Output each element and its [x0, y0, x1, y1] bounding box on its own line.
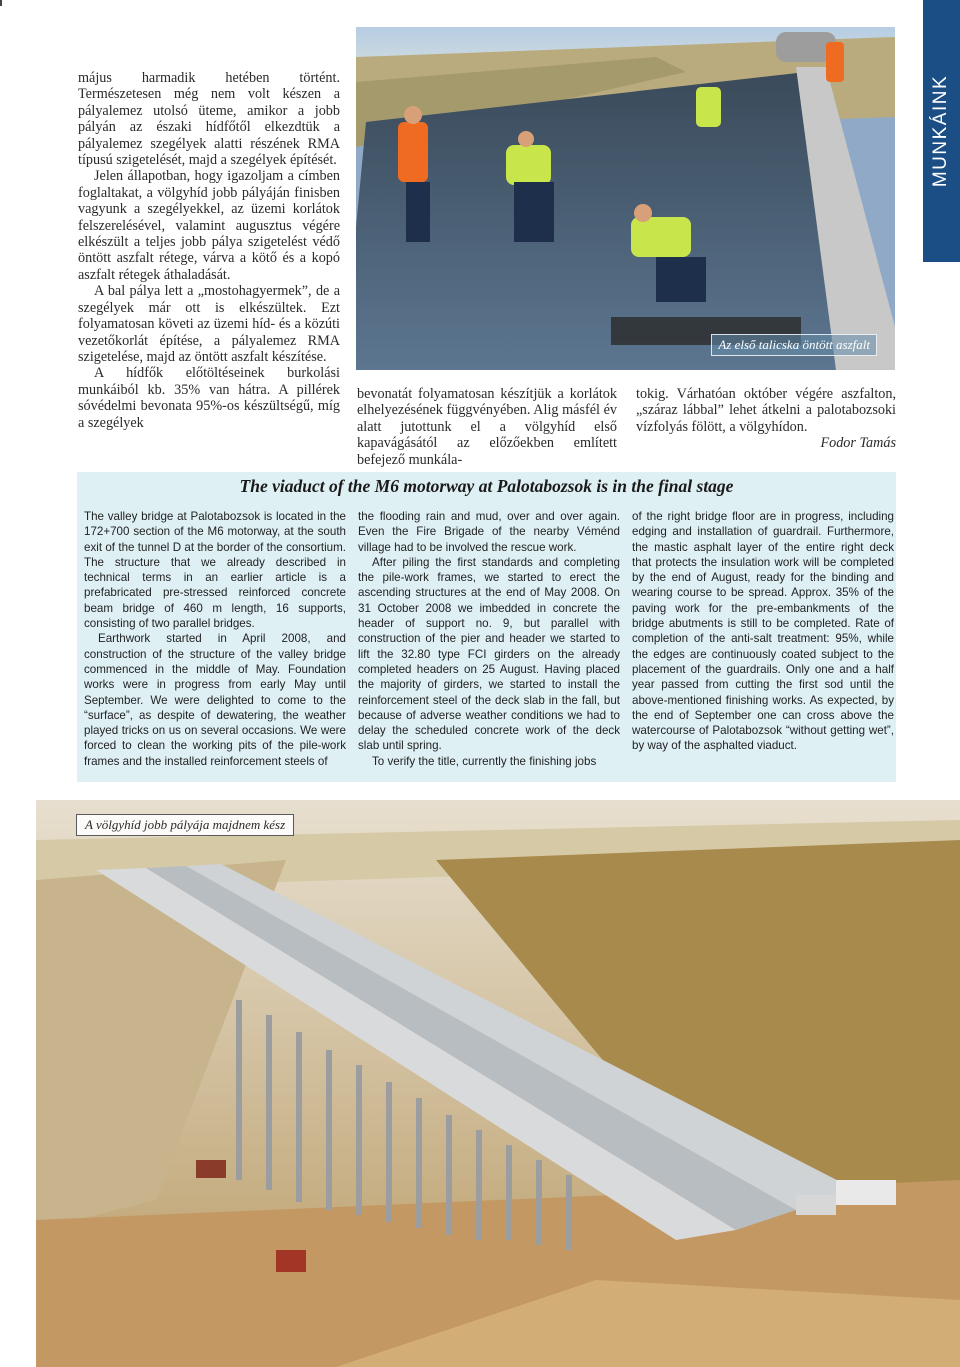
summary-paragraph: To verify the title, currently the finishing jobs: [372, 754, 597, 768]
photo-caption: Az első talicska öntött aszfalt: [711, 334, 877, 356]
article-column-middle: [357, 386, 617, 468]
summary-paragraph: After piling the first standards and completing the pile-work frames, we started to erect the ascending structures at the end of May 2008. On 31 October 2008 we imbedded in concrete the header of support no. 9, but parallel with construction of the pier and header we started to lift the 32.80 type FCI girders on the already completed headers on 25 August. Having placed the majority of girders, we started to install the reinforcement steel of the deck slab in the fall, but because of adverse weather conditions we had to delay the scheduled concrete work of the deck slab until spring.: [358, 555, 620, 753]
article-column-left: [78, 70, 340, 431]
article-column-right: [636, 386, 896, 452]
summary-column-2: [358, 509, 620, 769]
article-paragraph: Jelen állapotban, hogy igazoljam a címben foglaltakat, a völgyhíd jobb pályáján finisben vagyunk a szegélyekkel, az üzemi korlátok felszerelésével, valamint augusztus végére elkészült a teljes jobb pálya szigetelést védő öntött aszfalt rétege, várva a kötő és a kopó aszfalt rétegek áthaladását.: [78, 168, 340, 283]
photo-caption: A völgyhíd jobb pályája majdnem kész: [76, 814, 294, 836]
article-paragraph: tokig. Várhatóan október végére aszfalton, „száraz lábbal” lehet átkelni a palotabozsoki vízfolyás fölött, a völgyhídon.: [636, 386, 896, 435]
english-summary-box: [77, 472, 896, 782]
summary-title: The viaduct of the M6 motorway at Palotabozsok is in the final stage: [239, 476, 734, 496]
article-paragraph: A bal pálya lett a „mostohagyermek”, de a szegélyek már ott is elkészültek. Ezt folyamatosan követi az üzemi híd- és a közúti vezetőkorlát építése, a pályalemez RMA szigetelése, majd az öntött aszfalt készítése.: [78, 283, 340, 365]
author-name: Fodor Tamás: [820, 435, 896, 452]
summary-column-3: [632, 509, 894, 754]
crop-mark: [0, 0, 2, 6]
photo-asphalt-workers: [356, 27, 895, 370]
section-tab-label: MUNKÁINK: [930, 74, 952, 188]
section-tab: [923, 0, 960, 262]
article-paragraph: bevonatát folyamatosan készítjük a korlátok elhelyezésének függvényében. Alig másfél év alatt jutottunk el a völgyhíd első kapavágásától az előzőekben említett befejező munkála-: [357, 386, 617, 468]
photo-asphalt-workers-image: [356, 27, 895, 370]
photo-viaduct-aerial-image: [36, 800, 960, 1367]
summary-column-1: [84, 509, 346, 769]
summary-paragraph: of the right bridge floor are in progress, including edging and installation of guardrail. Furthermore, the mastic asphalt layer of the entire right deck that protects the insulation work will be completed by the end of August, ready for the binding and wearing course to be spread. Approx. 35% of the paving work for the pre-embankments of the bridge abutments is still to be completed. Rate of completion of the anti-salt treatment: 95%, while the edges are continuously coated subject to the placement of the guardrails. Only one and a half year passed from cutting the first sod until the above-mentioned finishing works. As expected, by the end of September one can cross above the watercourse of Palotabozsok “without getting wet”, by way of the asphalted viaduct.: [632, 510, 894, 753]
photo-viaduct-aerial: [36, 800, 960, 1367]
summary-paragraph: the flooding rain and mud, over and over again. Even the Fire Brigade of the nearby Véménd village had to be involved the rescue work.: [358, 510, 620, 554]
summary-paragraph: Earthwork started in April 2008, and construction of the structure of the valley bridge commenced in the middle of May. Foundation works were in progress from early May until September. We were delighted to come to the “surface”, as despite of dewatering, the weather played tricks on us on several occasions. We were forced to clean the working pits of the pile-work frames and the installed reinforcement steels of: [84, 632, 346, 768]
article-paragraph: május harmadik hetében történt. Természetesen még nem volt készen a pályalemez utolsó üteme, amikor a jobb pályán az északi hídfőtől elkezdtük a pályalemez szegélyek alatti részének RMA típusú szigetelését, majd a szegélyek építését.: [78, 70, 340, 169]
article-paragraph: A hídfők előtöltéseinek burkolási munkáiból kb. 35% van hátra. A pillérek sóvédelmi bevonata 95%-os készültségű, míg a szegélyek: [78, 365, 340, 431]
summary-paragraph: The valley bridge at Palotabozsok is located in the 172+700 section of the M6 motorway, at the south exit of the tunnel D at the border of the consortium. The structure that we already described in technical terms in an earlier article is a prefabricated pre-stressed reinforced concrete beam bridge of 460 m length, 16 supports, consisting of two parallel bridges.: [84, 510, 346, 631]
